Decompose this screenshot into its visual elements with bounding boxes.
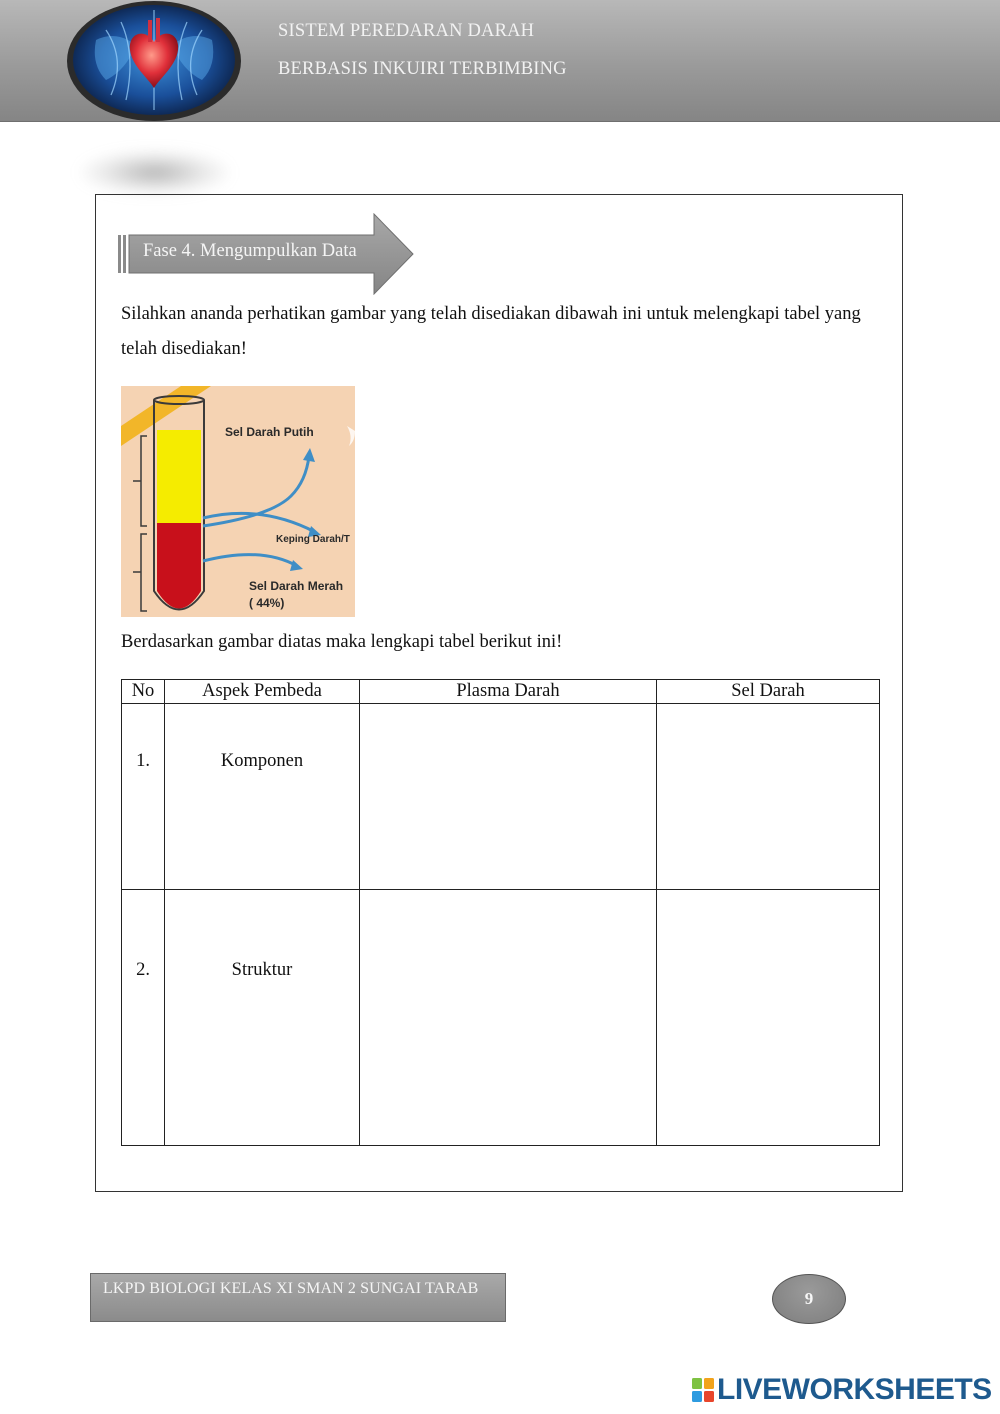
label-white-blood-cells: Sel Darah Putih: [225, 425, 314, 439]
header-sel: Sel Darah: [657, 680, 880, 704]
page-number-badge: 9: [772, 1274, 846, 1324]
answer-cell-sel[interactable]: [657, 890, 880, 1146]
answer-cell-plasma[interactable]: [360, 890, 657, 1146]
table-row: [122, 890, 880, 1146]
phase-title: Fase 4. Mengumpulkan Data: [143, 241, 357, 261]
table-header-row: [122, 680, 880, 704]
label-red-blood-cells: Sel Darah Merah: [249, 579, 344, 593]
instruction-paragraph: Silahkan ananda perhatikan gambar yang telah disediakan dibawah ini untuk melengkapi tabel yang telah disediakan!: [121, 304, 861, 359]
answer-cell-sel[interactable]: [657, 704, 880, 890]
liveworksheets-icon: [692, 1378, 714, 1402]
blood-tube-figure: [121, 386, 355, 617]
label-platelets: Keping Darah/T: [276, 534, 350, 545]
header-title-line1: SISTEM PEREDARAN DARAH: [278, 21, 535, 41]
header-no: No: [122, 680, 165, 704]
footer-school-label: LKPD BIOLOGI KELAS XI SMAN 2 SUNGAI TARAB: [103, 1280, 479, 1297]
row-aspect: Komponen: [220, 751, 304, 771]
comparison-table: [121, 679, 880, 1146]
header-plasma: Plasma Darah: [360, 680, 657, 704]
page-header: [0, 0, 1000, 122]
header-title-line2: BERBASIS INKUIRI TERBIMBING: [278, 59, 567, 79]
liveworksheets-wordmark: LIVEWORKSHEETS: [717, 1373, 992, 1406]
decorative-shadow: [80, 150, 230, 195]
answer-cell-plasma[interactable]: [360, 704, 657, 890]
heart-anatomy-icon: [66, 0, 242, 122]
row-number: 2.: [136, 960, 150, 981]
row-number: 1.: [136, 751, 150, 771]
row-aspect: Struktur: [231, 960, 293, 981]
table-row: [122, 704, 880, 890]
header-aspek: Aspek Pembeda: [165, 680, 360, 704]
table-instruction: Berdasarkan gambar diatas maka lengkapi tabel berikut ini!: [121, 632, 563, 652]
label-red-percent: ( 44%): [249, 596, 285, 610]
liveworksheets-logo[interactable]: [692, 1370, 992, 1410]
